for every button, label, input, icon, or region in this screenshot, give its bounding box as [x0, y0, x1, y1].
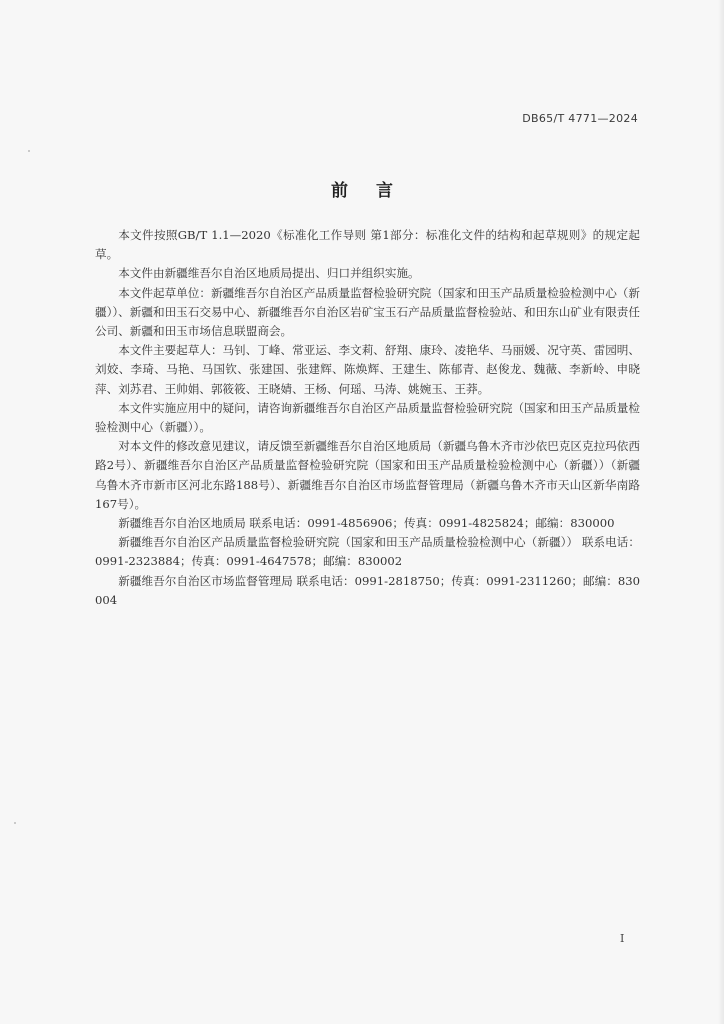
scan-edge-shadow	[718, 0, 724, 1024]
paragraph-inquiries: 本文件实施应用中的疑问，请咨询新疆维吾尔自治区产品质量监督检验研究院（国家和田玉产品质量检验检测中心（新疆））。	[95, 400, 640, 435]
paragraph-drafters: 本文件主要起草人：马钊、丁峰、常亚运、李文莉、舒翔、康玲、凌艳华、马丽媛、况守英、雷园明、刘姣、李琦、马艳、马国钦、张建国、张建辉、陈焕辉、王建生、陈郁青、赵俊龙、魏薇、李新岭、申晓萍、刘苏君、王帅娟、郭筱筱、王晓婧、王杨、何瑶、马涛、姚婉玉、王莽。	[95, 343, 640, 396]
paragraph-drafting-basis: 本文件按照GB/T 1.1—2020《标准化工作导则 第1部分：标准化文件的结构和起草规则》的规定起草。	[95, 228, 640, 262]
contact-geology-bureau: 新疆维吾尔自治区地质局 联系电话：0991-4856906；传真：0991-4825824；邮编：830000	[118, 516, 615, 531]
scan-speck	[28, 150, 30, 152]
contact-quality-institute: 新疆维吾尔自治区产品质量监督检验研究院（国家和田玉产品质量检验检测中心（新疆）） 联系电话：0991-2323884；传真：0991-4647578；邮编：830002	[95, 535, 640, 569]
contact-market-bureau: 新疆维吾尔自治区市场监督管理局 联系电话：0991-2818750；传真：0991-2311260；邮编：830004	[95, 573, 640, 607]
page-title: 前言	[331, 181, 421, 201]
document-code: DB65/T 4771—2024	[522, 112, 638, 125]
paragraph-proposer: 本文件由新疆维吾尔自治区地质局提出、归口并组织实施。	[118, 266, 420, 281]
page-number: I	[620, 932, 625, 945]
paragraph-feedback: 对本文件的修改意见建议，请反馈至新疆维吾尔自治区地质局（新疆乌鲁木齐市沙依巴克区克拉玛依西路2号）、新疆维吾尔自治区产品质量监督检验研究院（国家和田玉产品质量检验检测中心（新疆））（新疆乌鲁木齐市新市区河北东路188号）、新疆维吾尔自治区市场监督管理局（新疆乌鲁木齐市天山区新华南路167号）。	[95, 439, 640, 511]
scan-speck	[14, 822, 16, 824]
foreword-body	[95, 226, 640, 610]
paragraph-drafting-units: 本文件起草单位：新疆维吾尔自治区产品质量监督检验研究院（国家和田玉产品质量检验检测中心（新疆））、新疆和田玉石交易中心、新疆维吾尔自治区岩矿宝玉石产品质量监督检验站、和田东山矿业有限责任公司、新疆和田玉市场信息联盟商会。	[95, 285, 640, 339]
